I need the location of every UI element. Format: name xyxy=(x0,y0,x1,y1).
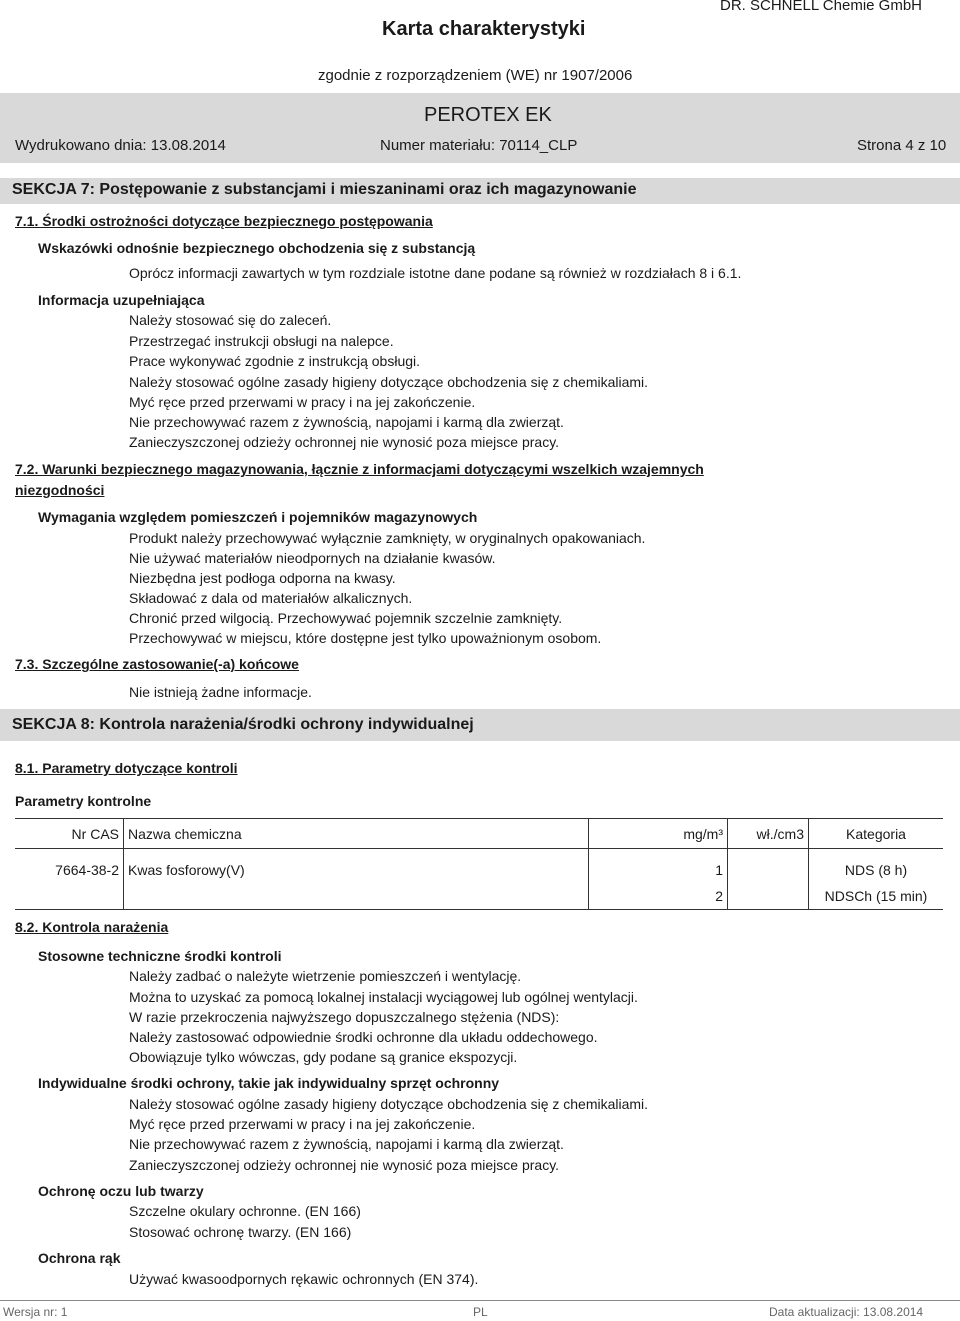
footer-version: Wersja nr: 1 xyxy=(3,1305,68,1319)
subsection-8-2-title: 8.2. Kontrola narażenia xyxy=(15,919,169,935)
cell-wl xyxy=(728,883,809,910)
technical-controls-line: W razie przekroczenia najwyższego dopuszczalnego stężenia (NDS): xyxy=(129,1009,560,1025)
supplementary-info-line: Przestrzegać instrukcji obsługi na nalepce. xyxy=(129,333,394,349)
control-parameters-table xyxy=(15,818,943,910)
footer-update-date: Data aktualizacji: 13.08.2014 xyxy=(769,1305,924,1319)
technical-controls-line: Można to uzyskać za pomocą lokalnej instalacji wyciągowej lub ogólnej wentylacji. xyxy=(129,989,638,1005)
cell-category: NDS (8 h) xyxy=(809,857,944,883)
storage-requirements-line: Nie używać materiałów nieodpornych na działanie kwasów. xyxy=(129,550,496,566)
subsection-7-2-title-cont: niezgodności xyxy=(15,482,105,498)
control-parameters-heading: Parametry kontrolne xyxy=(15,793,152,809)
cell-mg: 2 xyxy=(589,883,728,910)
supplementary-info-line: Nie przechowywać razem z żywnością, napojami i karmą dla zwierząt. xyxy=(129,414,564,430)
storage-requirements-heading: Wymagania względem pomieszczeń i pojemników magazynowych xyxy=(38,509,478,525)
personal-protection-line: Nie przechowywać razem z żywnością, napojami i karmą dla zwierząt. xyxy=(129,1136,564,1152)
eye-protection-line: Stosować ochronę twarzy. (EN 166) xyxy=(129,1224,352,1240)
material-number: Numer materiału: 70114_CLP xyxy=(380,137,578,154)
col-header-wl: wł./cm3 xyxy=(728,819,809,849)
cell-mg: 1 xyxy=(589,857,728,883)
company-name: DR. SCHNELL Chemie GmbH xyxy=(720,0,922,14)
eye-protection-heading: Ochronę oczu lub twarzy xyxy=(38,1183,204,1199)
supplementary-info-line: Prace wykonywać zgodnie z instrukcją obsługi. xyxy=(129,353,421,369)
personal-protection-line: Należy stosować ogólne zasady higieny dotyczące obchodzenia się z chemikaliami. xyxy=(129,1096,649,1112)
regulation-text: zgodnie z rozporządzeniem (WE) nr 1907/2006 xyxy=(318,67,633,84)
col-header-category: Kategoria xyxy=(809,819,944,849)
cell-category: NDSCh (15 min) xyxy=(809,883,944,910)
personal-protection-line: Zanieczyszczonej odzieży ochronnej nie wynosić poza miejsce pracy. xyxy=(129,1157,560,1173)
page-number: Strona 4 z 10 xyxy=(857,137,947,154)
cell-wl xyxy=(728,857,809,883)
subsection-7-3-title: 7.3. Szczególne zastosowanie(-a) końcowe xyxy=(15,656,299,672)
technical-controls-line: Należy zastosować odpowiednie środki ochronne dla układu oddechowego. xyxy=(129,1029,598,1045)
technical-controls-heading: Stosowne techniczne środki kontroli xyxy=(38,948,282,964)
col-header-cas: Nr CAS xyxy=(15,819,124,849)
table-header-row xyxy=(15,819,943,849)
section8-heading-band xyxy=(0,709,960,741)
cell-name xyxy=(124,883,589,910)
storage-requirements-line: Składować z dala od materiałów alkalicznych. xyxy=(129,590,413,606)
hand-protection-line: Używać kwasoodpornych rękawic ochronnych (EN 374). xyxy=(129,1271,479,1287)
personal-protection-line: Myć ręce przed przerwami w pracy i na jej zakończenie. xyxy=(129,1116,476,1132)
subsection-7-2-title: 7.2. Warunki bezpiecznego magazynowania, łącznie z informacjami dotyczącymi wszelkich wzajemnych xyxy=(15,461,704,477)
supplementary-info-heading: Informacja uzupełniająca xyxy=(38,292,205,308)
table-row xyxy=(15,857,943,883)
supplementary-info-line: Myć ręce przed przerwami w pracy i na jej zakończenie. xyxy=(129,394,476,410)
subsection-7-1-title: 7.1. Środki ostrożności dotyczące bezpiecznego postępowania xyxy=(15,213,433,229)
table-row xyxy=(15,883,943,910)
supplementary-info-line: Należy stosować się do zaleceń. xyxy=(129,312,332,328)
storage-requirements-line: Chronić przed wilgocią. Przechowywać pojemnik szczelnie zamknięty. xyxy=(129,610,563,626)
technical-controls-line: Należy zadbać o należyte wietrzenie pomieszczeń i wentylację. xyxy=(129,968,522,984)
cell-cas: 7664-38-2 xyxy=(55,862,119,878)
safe-handling-heading: Wskazówki odnośnie bezpiecznego obchodzenia się z substancją xyxy=(38,240,476,256)
section7-heading-band xyxy=(0,178,960,204)
eye-protection-line: Szczelne okulary ochronne. (EN 166) xyxy=(129,1203,361,1219)
cell-name: Kwas fosforowy(V) xyxy=(124,857,589,883)
supplementary-info-line: Zanieczyszczonej odzieży ochronnej nie wynosić poza miejsce pracy. xyxy=(129,434,560,450)
col-header-mg: mg/m³ xyxy=(589,819,728,849)
table-spacer-row xyxy=(15,849,943,858)
personal-protection-heading: Indywidualne środki ochrony, takie jak indywidualny sprzęt ochronny xyxy=(38,1075,500,1091)
safe-handling-line: Oprócz informacji zawartych w tym rozdziale istotne dane podane są również w rozdziałach 8 i 6.1. xyxy=(129,265,742,281)
hand-protection-heading: Ochrona rąk xyxy=(38,1250,121,1266)
footer-language: PL xyxy=(473,1305,488,1319)
section7-title: SEKCJA 7: Postępowanie z substancjami i mieszaninami oraz ich magazynowanie xyxy=(12,181,637,198)
footer-divider xyxy=(0,1300,960,1301)
technical-controls-line: Obowiązuje tylko wówczas, gdy podane są granice ekspozycji. xyxy=(129,1049,518,1065)
section8-title: SEKCJA 8: Kontrola narażenia/środki ochrony indywidualnej xyxy=(12,716,474,733)
product-name: PEROTEX EK xyxy=(424,104,552,126)
print-date: Wydrukowano dnia: 13.08.2014 xyxy=(15,137,226,154)
storage-requirements-line: Przechowywać w miejscu, które dostępne jest tylko upoważnionym osobom. xyxy=(129,630,602,646)
supplementary-info-line: Należy stosować ogólne zasady higieny dotyczące obchodzenia się z chemikaliami. xyxy=(129,374,649,390)
storage-requirements-line: Produkt należy przechowywać wyłącznie zamknięty, w oryginalnych opakowaniach. xyxy=(129,530,646,546)
subsection-8-1-title: 8.1. Parametry dotyczące kontroli xyxy=(15,760,238,776)
document-title: Karta charakterystyki xyxy=(382,18,586,40)
cell-cas xyxy=(15,883,124,910)
end-use-text: Nie istnieją żadne informacje. xyxy=(129,684,312,700)
storage-requirements-line: Niezbędna jest podłoga odporna na kwasy. xyxy=(129,570,396,586)
col-header-name: Nazwa chemiczna xyxy=(124,819,589,849)
